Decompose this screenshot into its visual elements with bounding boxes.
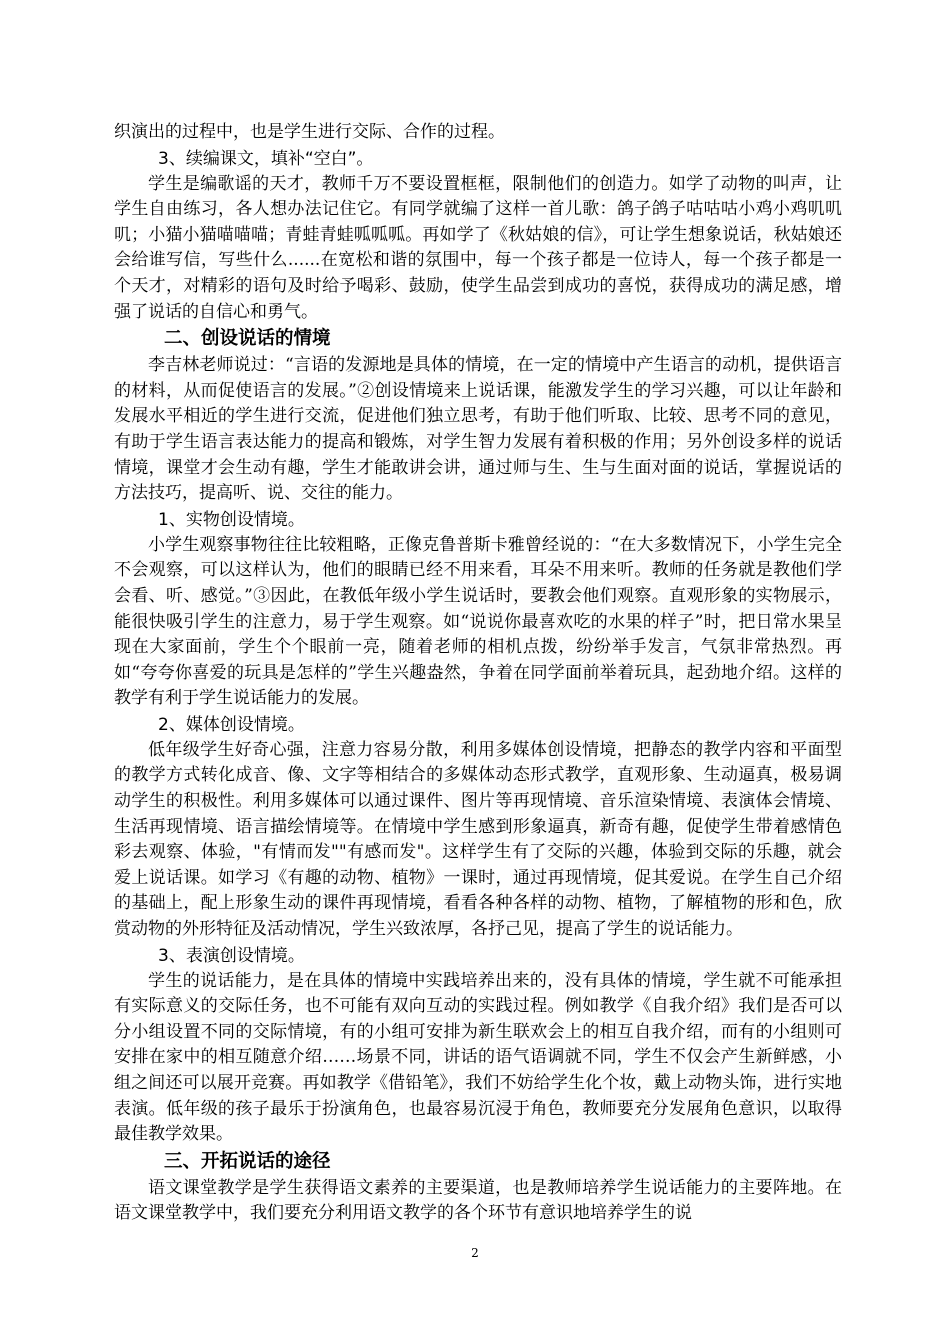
paragraph: 织演出的过程中，也是学生进行交际、合作的过程。 [114,122,505,142]
paragraph: 学生的说话能力，是在具体的情境中实践培养出来的，没有具体的情境，学生就不可能承担有实际意义的交际任务，也不可能有双向互动的实践过程。例如教学《自我介绍》我们是否可以分小组设置不同的交际情境，有的小组可安排为新生联欢会上的相互自我介绍，而有的小组则可安排在家中的相互随意介绍……场景不同，讲话的语气语调就不同，学生不仅会产生新鲜感，小组之间还可以展开竞赛。再如教学《借铅笔》，我们不妨给学生化个妆，戴上动物头饰，进行实地表演。低年级的孩子最乐于扮演角色，也最容易沉浸于角色，教师要充分发展角色意识，以取得最佳教学效果。 [114,970,842,1145]
paragraph: 语文课堂教学是学生获得语文素养的主要渠道，也是教师培养学生说话能力的主要阵地。在语文课堂教学中，我们要充分利用语文教学的各个环节有意识地培养学生的说 [114,1177,842,1224]
paragraph: 低年级学生好奇心强，注意力容易分散，利用多媒体创设情境，把静态的教学内容和平面型的教学方式转化成音、像、文字等相结合的多媒体动态形式教学，直观形象、生动逼真，极易调动学生的积极性。利用多媒体可以通过课件、图片等再现情境、音乐渲染情境、表演体会情境、生活再现情境、语言描绘情境等。在情境中学生感到形象逼真，新奇有趣，促使学生带着感情色彩去观察、体验，"有情而发""有感而发"。这样学生有了交际的兴趣，体验到交际的乐趣，就会爱上说话课。如学习《有趣的动物、植物》一课时，通过再现情境，促其爱说。在学生自己介绍的基础上，配上形象生动的课件再现情境，看看各种各样的动物、植物，了解植物的形和色，欣赏动物的外形特征及活动情况，学生兴致浓厚，各抒己见，提高了学生的说话能力。 [114,739,842,940]
subsection-heading: 2、媒体创设情境。 [158,714,305,735]
subsection-heading: 3、表演创设情境。 [158,945,305,966]
paragraph: 学生是编歌谣的天才，教师千万不要设置框框，限制他们的创造力。如学了动物的叫声，让学生自由练习，各人想办法记住它。有同学就编了这样一首儿歌：鸽子鸽子咕咕咕小鸡小鸡叽叽叽；小猫小猫喵喵喵；青蛙青蛙呱呱呱。再如学了《秋姑娘的信》，可让学生想象说话，秋姑娘还会给谁写信，写些什么......在宽松和谐的氛围中，每一个孩子都是一位诗人，每一个孩子都是一个天才，对精彩的语句及时给予喝彩、鼓励，使学生品尝到成功的喜悦，获得成功的满足感，增强了说话的自信心和勇气。 [114,173,842,322]
subsection-heading: 3、续编课文，填补“空白”。 [158,148,374,169]
page-number: 2 [471,1246,479,1260]
section-heading: 二、创设说话的情境 [164,328,331,350]
page-content [114,120,842,1227]
paragraph: 小学生观察事物往往比较粗略，正像克鲁普斯卡雅曾经说的：“在大多数情况下，小学生完全不会观察，可以这样认为，他们的眼睛已经不用来看，耳朵不用来听。教师的任务就是教他们学会看、听、感觉。”③因此，在教低年级小学生说话时，要教会他们观察。直观形象的实物展示，能很快吸引学生的注意力，易于学生观察。如“说说你最喜欢吃的水果的样子”时，把日常水果呈现在大家面前，学生个个眼前一亮，随着老师的相机点拨，纷纷举手发言，气氛非常热烈。再如“夸夸你喜爱的玩具是怎样的”学生兴趣盎然，争着在同学面前举着玩具，起劲地介绍。这样的教学有利于学生说话能力的发展。 [114,534,842,709]
paragraph: 李吉林老师说过：“言语的发源地是具体的情境，在一定的情境中产生语言的动机，提供语言的材料，从而促使语言的发展。”②创设情境来上说话课，能激发学生的学习兴趣，可以让年龄和发展水平相近的学生进行交流，促进他们独立思考，有助于他们听取、比较、思考不同的意见，有助于学生语言表达能力的提高和锻炼，对学生智力发展有着积极的作用；另外创设多样的说话情境，课堂才会生动有趣，学生才能敢讲会讲，通过师与生、生与生面对面的说话，掌握说话的方法技巧，提高听、说、交往的能力。 [114,355,842,504]
section-heading: 三、开拓说话的途径 [164,1150,331,1172]
subsection-heading: 1、实物创设情境。 [158,509,305,530]
